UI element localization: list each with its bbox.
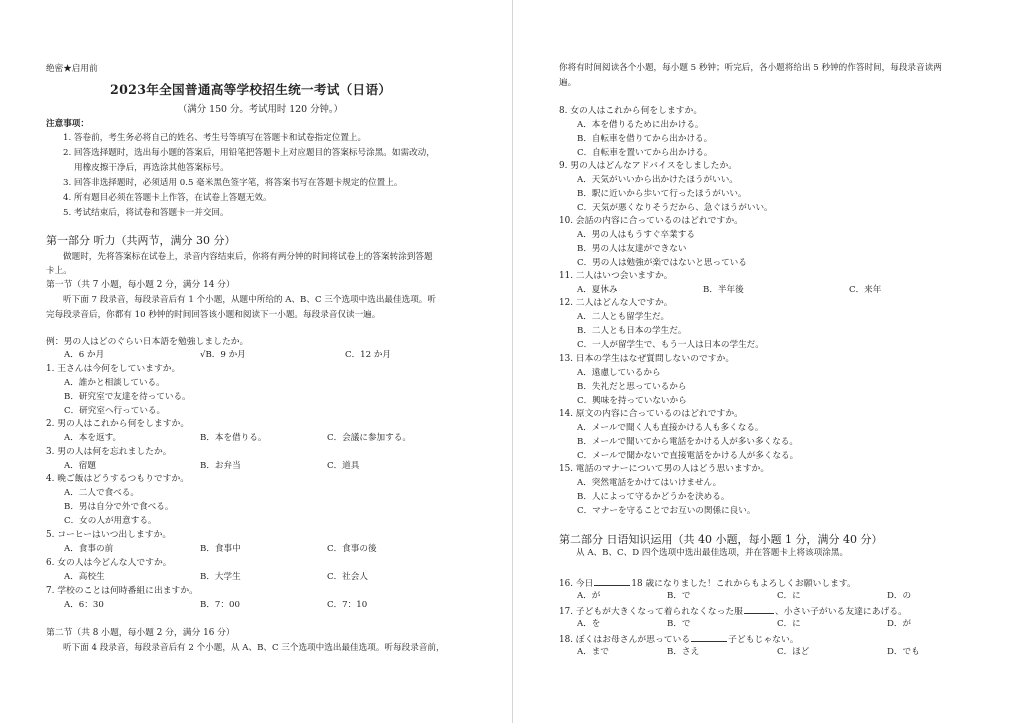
question-text: 18 歳になりました！これからもよろしくお願いします。 (631, 579, 856, 589)
option: C．7：10 (327, 600, 368, 610)
option: C．食事の後 (327, 544, 377, 554)
option: C．来年 (849, 285, 882, 295)
part1-intro: 做题时，先将答案标在试卷上，录音内容结束后，你将有两分钟的时间将试卷上的答案转涂到答题 (63, 252, 433, 262)
question: 5. コーヒーはいつ出しますか。 (46, 530, 172, 540)
option: B．で (667, 591, 691, 601)
exam-title: 2023年全国普通高等学校招生统一考试（日语） (110, 82, 392, 97)
note-line: 1. 答卷前，考生务必将自己的姓名、考生号等填写在答题卡和试卷指定位置上。 (63, 133, 367, 143)
question: 3. 男の人は何を忘れましたか。 (46, 447, 172, 457)
question (559, 577, 856, 590)
option: A．本を借りるために出かける。 (577, 120, 704, 130)
question-text: 17. 子どもが大きくなって着られなくなった服 (559, 607, 743, 617)
example-question: 例：男の人はどのぐらい日本語を勉強しましたか。 (46, 337, 249, 347)
section2-heading: 第二节（共 8 小题，每小题 2 分，满分 16 分） (46, 628, 235, 638)
option: C．道具 (327, 461, 360, 471)
section2-intro: 听下面 4 段录音，每段录音后有 2 个小题，从 A、B、C 三个选项中选出最佳选项。听每段录音前， (63, 643, 445, 653)
note-line: 用橡皮擦干净后，再选涂其他答案标号。 (74, 163, 229, 173)
option: √B．9 か月 (200, 350, 246, 360)
option: A．夏休み (577, 285, 618, 295)
option: A．二人とも留学生だ。 (577, 312, 670, 322)
right-page (513, 0, 1024, 723)
question: 14. 原文の内容に合っているのはどれですか。 (559, 409, 743, 419)
section1-intro: 完每段录音后，你都有 10 秒钟的时间回答该小题和阅读下一小题。每段录音仅读一遍。 (46, 310, 381, 320)
option: A．男の人はもうすぐ卒業する (577, 230, 695, 240)
option: C．社会人 (327, 572, 368, 582)
question: 1. 王さんは今何をしていますか。 (46, 364, 181, 374)
option: C．研究室へ行っている。 (64, 406, 166, 416)
option: A．突然電話をかけてはいけません。 (577, 478, 722, 488)
option: C．に (777, 619, 801, 629)
question: 10. 会話の内容に合っているのはどれですか。 (559, 216, 743, 226)
option: C．自転車を置いてから出かける。 (577, 148, 713, 158)
option: B．半年後 (703, 285, 744, 295)
question: 4. 晩ご飯はどうするつもりですか。 (46, 474, 190, 484)
option: C．男の人は勉強が楽ではないと思っている (577, 258, 747, 268)
option: A．まで (577, 647, 609, 657)
option: A．メールで聞く人も直接かける人も多くなる。 (577, 423, 764, 433)
question: 12. 二人はどんな人ですか。 (559, 298, 673, 308)
option: C．マナーを守ることでお互いの関係に良い。 (577, 506, 756, 516)
option: B．研究室で友達を待っている。 (64, 392, 191, 402)
question: 8. 女の人はこれから何をしますか。 (559, 106, 703, 116)
confidential-mark: 绝密★启用前 (46, 64, 98, 74)
answer-blank (594, 577, 630, 586)
option: B．大学生 (200, 572, 241, 582)
part1-heading: 第一部分 听力（共两节，满分 30 分） (46, 234, 236, 247)
option: C．天気が悪くなりそうだから、急ぐほうがいい。 (577, 203, 773, 213)
option: B．男は自分で外で食べる。 (64, 502, 174, 512)
option: C．一人が留学生で、もう一人は日本の学生だ。 (577, 340, 764, 350)
option: A．宿題 (64, 461, 96, 471)
option: D．の (887, 591, 912, 601)
option: C．女の人が用意する。 (64, 516, 157, 526)
question-text: 18. ぼくはお母さんが思っている (559, 635, 691, 645)
option: C．会議に参加する。 (327, 433, 411, 443)
section1-intro: 听下面 7 段录音，每段录音后有 1 个小题，从题中所给的 A、B、C 三个选项中选出最佳选项。听 (63, 295, 436, 305)
part1-intro: 卡上。 (46, 266, 72, 276)
option: A．天気がいいから出かけたほうがいい。 (577, 175, 738, 185)
option: C．12 か月 (345, 350, 392, 360)
question: 2. 男の人はこれから何をしますか。 (46, 419, 190, 429)
notes-heading: 注意事项： (46, 119, 89, 129)
option: A．高校生 (64, 572, 105, 582)
option: C．に (777, 591, 801, 601)
exam-subtitle: （满分 150 分。考试用时 120 分钟。） (178, 104, 343, 115)
option: C．興味を持っていないから (577, 396, 687, 406)
option: A．6 か月 (64, 350, 105, 360)
option: B．で (667, 619, 691, 629)
option: B．7：00 (200, 600, 240, 610)
option: B．男の人は友達ができない (577, 244, 687, 254)
option: C．ほど (777, 647, 810, 657)
option: B．二人とも日本の学生だ。 (577, 326, 687, 336)
question: 15. 電話のマナーについて男の人はどう思いますか。 (559, 464, 770, 474)
question: 9. 男の人はどんなアドバイスをしましたか。 (559, 161, 738, 171)
option: A．6：30 (64, 600, 104, 610)
section1-heading: 第一节（共 7 小题，每小题 2 分，满分 14 分） (46, 280, 235, 290)
option: A．本を返す。 (64, 433, 122, 443)
note-line: 3. 回答非选择题时，必须适用 0.5 毫米黑色签字笔，将答案书写在答题卡规定的位置上。 (63, 178, 403, 188)
question (559, 605, 907, 618)
left-page (0, 0, 511, 723)
question: 13. 日本の学生はなぜ質問しないのですか。 (559, 354, 735, 364)
option: B．人によって守るかどうかを決める。 (577, 492, 730, 502)
question: 11. 二人はいつ会いますか。 (559, 271, 673, 281)
part2-intro: 从 A、B、C、D 四个选项中选出最佳选项，并在答题卡上将该项涂黑。 (576, 548, 849, 558)
option: A．を (577, 619, 601, 629)
note-line: 2. 回答选择题时，选出每小题的答案后，用铅笔把答题卡上对应题目的答案标号涂黑。如需改动， (63, 148, 435, 158)
option: B．食事中 (200, 544, 241, 554)
answer-blank (691, 633, 727, 642)
option: A．誰かと相談している。 (64, 378, 165, 388)
question-text: 、小さい子がいる友達にあげる。 (774, 607, 907, 617)
option: B．メールで聞いてから電話をかける人が多い多くなる。 (577, 437, 798, 447)
option: B．自転車を借りてから出かける。 (577, 134, 713, 144)
option: D．が (887, 619, 912, 629)
option: D．でも (887, 647, 920, 657)
option: B．さえ (667, 647, 700, 657)
question: 7. 学校のことは何時番組に出ますか。 (46, 586, 198, 596)
part2-heading: 第二部分 日语知识运用（共 40 小题，每小题 1 分，满分 40 分） (559, 533, 883, 546)
option: B．失礼だと思っているから (577, 382, 687, 392)
question-text: 16. 今日 (559, 579, 594, 589)
option: C．メールで聞かないで直接電話をかける人が多くなる。 (577, 451, 799, 461)
option: A．二人で食べる。 (64, 488, 139, 498)
section2-intro-cont: 你将有时间阅读各个小题，每小题 5 秒钟；听完后，各小题将给出 5 秒钟的作答时间，每段录音读两 (559, 63, 942, 73)
note-line: 4. 所有题目必须在答题卡上作答，在试卷上答题无效。 (63, 193, 272, 203)
option: B．本を借りる。 (200, 433, 267, 443)
answer-blank (744, 605, 774, 614)
question (559, 633, 799, 646)
note-line: 5. 考试结束后，将试卷和答题卡一并交回。 (63, 208, 229, 218)
question: 6. 女の人は今どんな人ですか。 (46, 558, 172, 568)
option: B．お弁当 (200, 461, 241, 471)
option: A．が (577, 591, 601, 601)
question-text: 子どもじゃない。 (728, 635, 799, 645)
option: B．駅に近いから歩いて行ったほうがいい。 (577, 189, 747, 199)
section2-intro-cont: 遍。 (559, 78, 577, 88)
option: A．遠慮しているから (577, 368, 661, 378)
option: A．食事の前 (64, 544, 114, 554)
